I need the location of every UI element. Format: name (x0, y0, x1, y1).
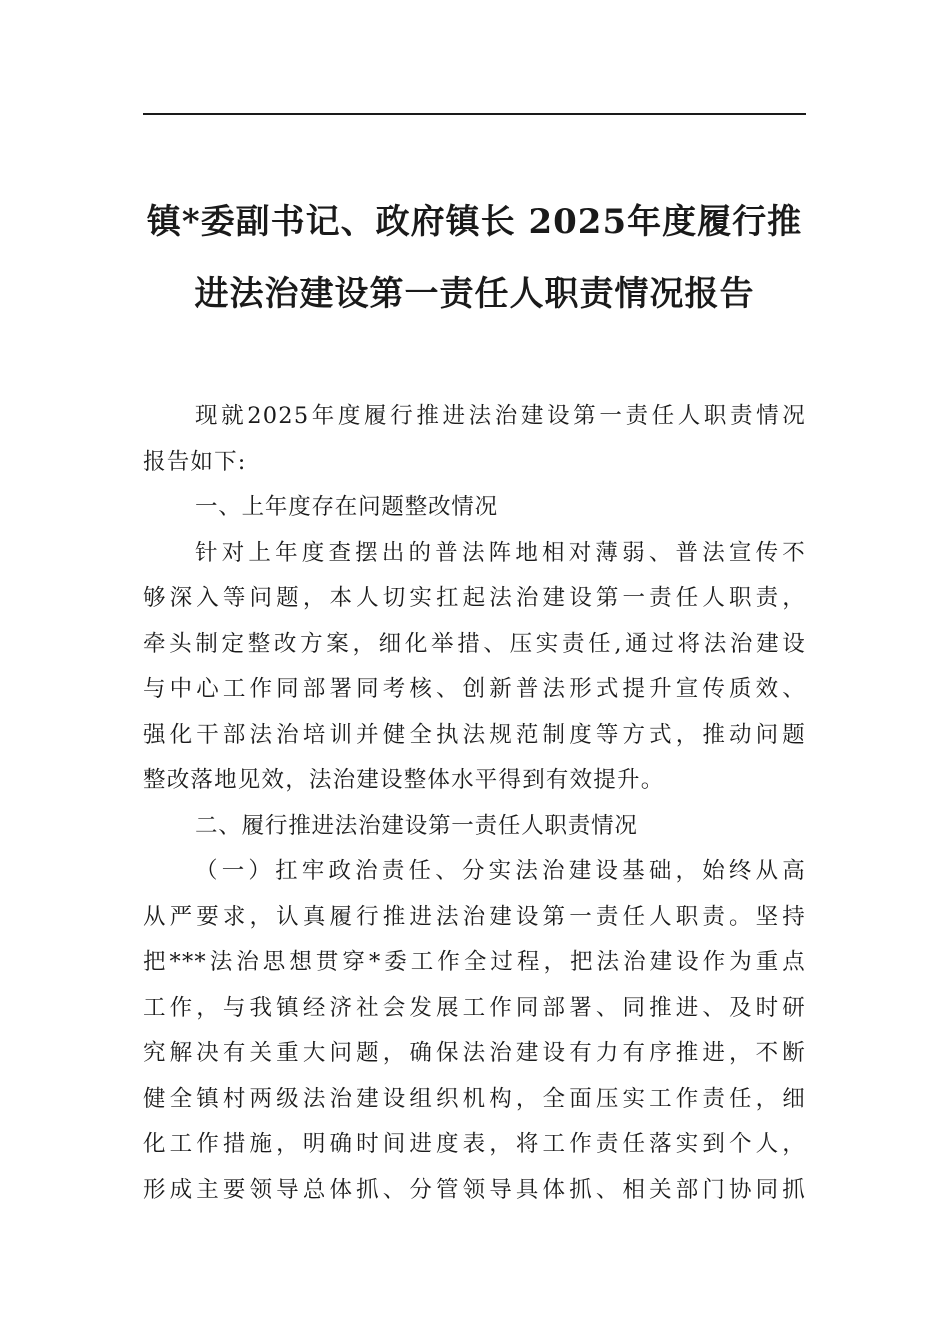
document-title (143, 186, 806, 330)
paragraph-line: 工作，与我镇经济社会发展工作同部署、同推进、及时研 (143, 994, 806, 1021)
paragraph-line: 究解决有关重大问题，确保法治建设有力有序推进，不断 (143, 1040, 806, 1066)
paragraph-line: 够深入等问题，本人切实扛起法治建设第一责任人职责， (143, 585, 806, 611)
intro-line: 报告如下: (143, 448, 247, 475)
paragraph-line: 从严要求，认真履行推进法治建设第一责任人职责。坚持 (143, 903, 806, 930)
intro-line: 现就2025年度履行推进法治建设第一责任人职责情况 (195, 403, 806, 429)
document-body (143, 394, 806, 1213)
paragraph-line: （一）扛牢政治责任、分实法治建设基础，始终从高 (195, 858, 806, 884)
paragraph-line: 健全镇村两级法治建设组织机构，全面压实工作责任，细 (143, 1085, 806, 1112)
section-heading: 一、上年度存在问题整改情况 (195, 494, 498, 520)
paragraph-line: 把***法治思想贯穿*委工作全过程，把法治建设作为重点 (143, 949, 806, 975)
paragraph-line: 化工作措施，明确时间进度表，将工作责任落实到个人， (143, 1131, 806, 1157)
paragraph-line: 整改落地见效，法治建设整体水平得到有效提升。 (143, 767, 665, 793)
paragraph-line: 形成主要领导总体抓、分管领导具体抓、相关部门协同抓 (143, 1176, 806, 1203)
paragraph-line: 牵头制定整改方案，细化举措、压实责任,通过将法治建设 (143, 630, 806, 657)
header-rule (143, 113, 806, 115)
paragraph-line: 与中心工作同部署同考核、创新普法形式提升宣传质效、 (143, 676, 806, 702)
section-heading: 二、履行推进法治建设第一责任人职责情况 (195, 812, 638, 839)
title-line: 进法治建设第一责任人职责情况报告 (194, 274, 755, 314)
paragraph-line: 针对上年度查摆出的普法阵地相对薄弱、普法宣传不 (195, 539, 806, 566)
paragraph-line: 强化干部法治培训并健全执法规范制度等方式，推动问题 (143, 721, 806, 748)
title-line: 镇*委副书记、政府镇长 2025年度履行推 (146, 202, 803, 242)
